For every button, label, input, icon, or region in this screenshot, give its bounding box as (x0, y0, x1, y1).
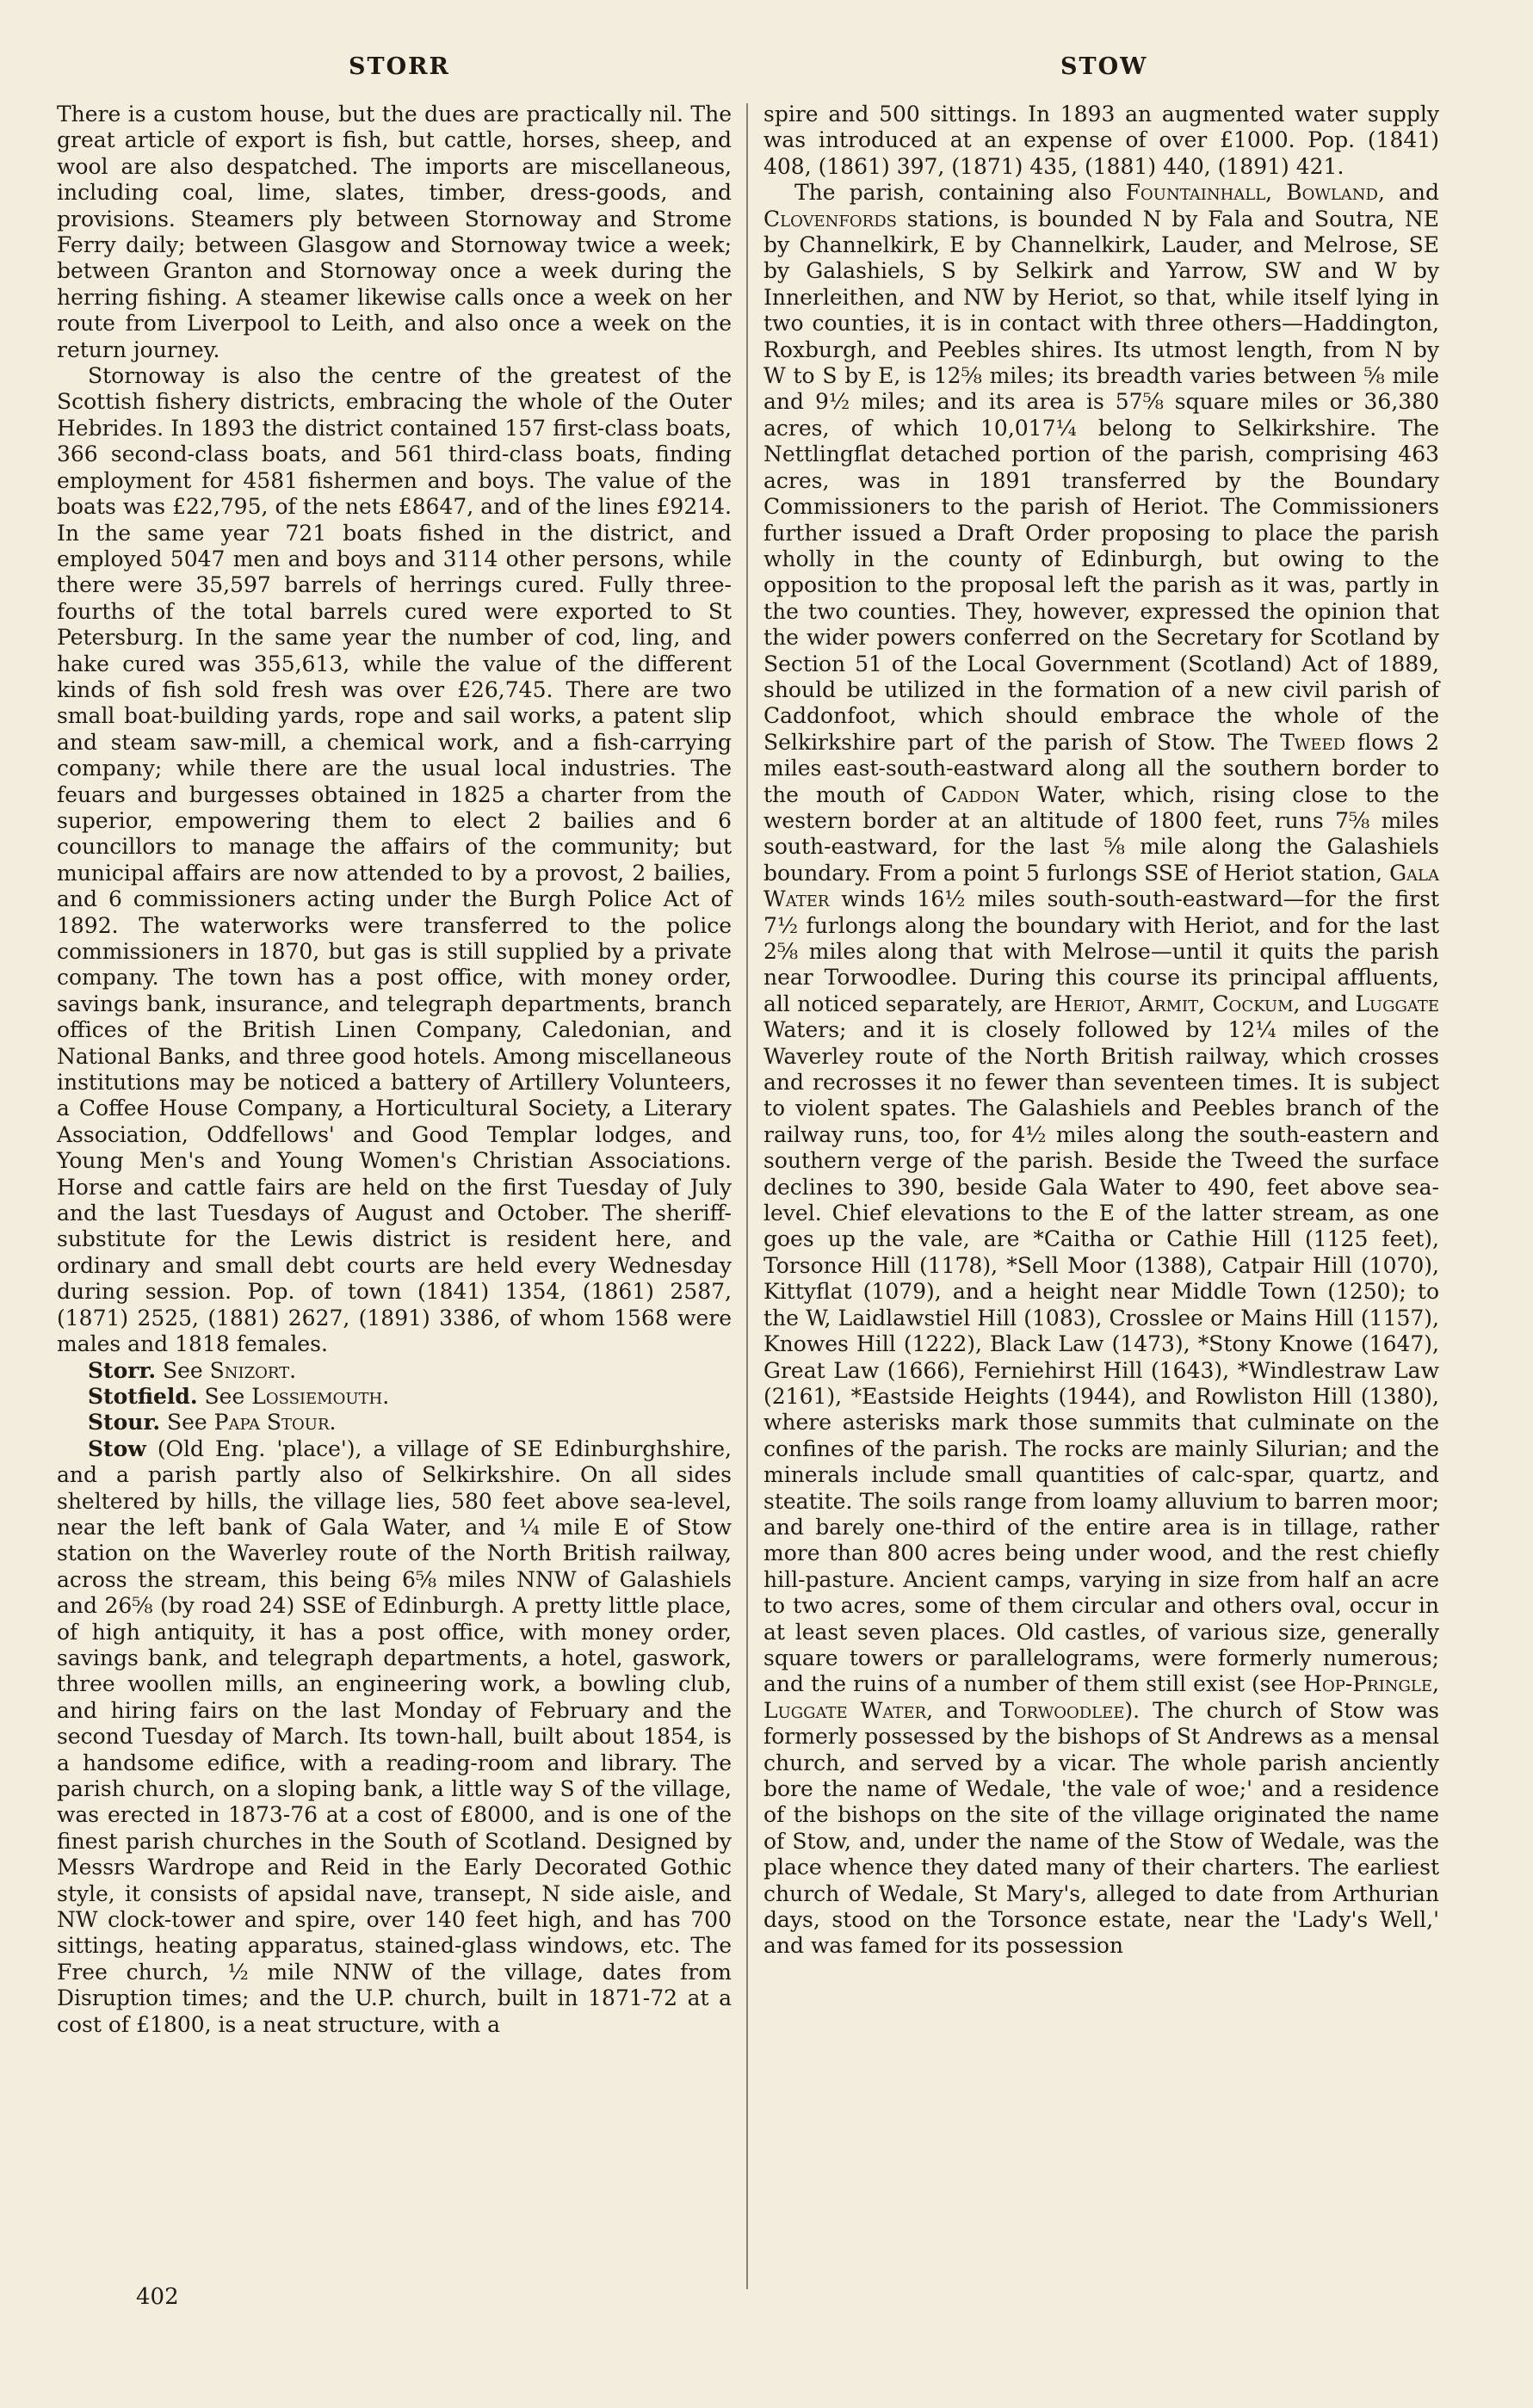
see-label: See (204, 1383, 245, 1409)
entry-head-storr: Storr. (88, 1357, 157, 1383)
entry-head-stotfield: Stotfield. (88, 1383, 198, 1409)
text-run: Water, which, rising close to the western border at an altitude of 1800 feet, runs 7⅝ miles south-eastward, for the last ⅝ mile along the Galashiels boundary. From a point 5 furlongs SSE of Heriot station, (763, 781, 1439, 886)
cross-reference-snizort: Snizort. (209, 1357, 297, 1383)
text-run: Waters; and it is closely followed by 12¼ miles of the Waverley route of the North British railway, which crosses and recrosses it no fewer than seventeen times. It is subject to violent spates. The Galashiels and Peebles branch of the railway runs, too, for 4½ miles along the south-eastern and southern verge of the parish. Beside the Tweed the surface declines to 390, beside Gala Water to 490, feet above sea-level. Chief elevations to the E of the latter stream, as one goes up the vale, are *Caitha or Cathie Hill (1125 feet), Torsonce Hill (1178), *Sell Moor (1388), Catpair Hill (1070), Kittyflat (1079), and a height near Middle Town (1250); to the W, Laidlawstiel Hill (1083), Crosslee or Mains Hill (1157), Knowes Hill (1222), Black Law (1473), *Stony Knowe (1647), Great Law (1666), Ferniehirst Hill (1643), *Windlestraw Law (2161), *Eastside Heights (1944), and Rowliston Hill (1380), where asterisks mark those summits that culminate on the confines of the parish. The rocks are mainly Silurian; and the minerals include small quantities of calc-spar, quartz, and steatite. The soils range from loamy alluvium to barren moor; and barely one-third of the entire area is in tillage, rather more than 800 acres being under wood, and the rest chiefly hill-pasture. Ancient camps, varying in size from half an acre to two acres, some of them circular and others oval, occur in at least seven places. Old castles, of various size, generally square towers or parallelograms, were formerly numerous; and the ruins of a number of them still exist (see (763, 1017, 1439, 1697)
paragraph-stornoway-fishery: Stornoway is also the centre of the greatest of the Scottish fishery districts, embracing the whole of the Outer Hebrides. In 1893 the district contained 157 first-class boats, 366 second-class boats, and 561 third-class boats, finding employment for 4581 fishermen and boys. The value of the boats was £22,795, of the nets £8647, and of the lines £9214. In the same year 721 boats fished in the district, and employed 5047 men and boys and 3114 other persons, while there were 35,597 barrels of herrings cured. Fully three-fourths of the total barrels cured were exported to St Petersburg. In the same year the number of cod, ling, and hake cured was 355,613, while the value of the different kinds of fish sold fresh was over £26,745. There are two small boat-building yards, rope and sail works, a patent slip and steam saw-mill, a chemical work, and a fish-carrying company; while there are the usual local industries. The feuars and burgesses obtained in 1825 a charter from the superior, empowering them to elect 2 bailies and 6 councillors to manage the affairs of the community; but municipal affairs are now attended to by a provost, 2 bailies, and 6 commissioners acting under the Burgh Police Act of 1892. The waterworks were transferred to the police commissioners in 1870, but gas is still supplied by a private company. The town has a post office, with money order, savings bank, insurance, and telegraph departments, branch offices of the British Linen Company, Caledonian, and National Banks, and three good hotels. Among miscellaneous institutions may be noticed a battery of Artillery Volunteers, a Coffee House Company, a Horticultural Society, a Literary Association, Oddfellows' and Good Templar lodges, and Young Men's and Young Women's Christian Associations. Horse and cattle fairs are held on the first Tuesday of July and the last Tuesdays of August and October. The sheriff-substitute for the Lewis district is resident here, and ordinary and small debt courts are held every Wednesday during session. Pop. of town (1841) 1354, (1861) 2587, (1871) 2525, (1881) 2627, (1891) 3386, of whom 1568 were males and 1818 females. (57, 363, 732, 1357)
entry-stow (57, 1436, 732, 2038)
place-name: Clovenfords (763, 206, 897, 232)
text-run: and (1307, 991, 1348, 1016)
entry-stour (57, 1410, 732, 1436)
place-name: Hop-Pringle, Luggate Water, (763, 1671, 1439, 1723)
right-column (763, 102, 1439, 1960)
running-header-left: STORR (349, 53, 450, 80)
text-run: stations, is bounded N by Fala and Soutra, NE by Channelkirk, E by Channelkirk, Lauder, and Melrose, SE by Galashiels, S by Selkirk and Yarrow, SW and W by Innerleithen, and NW by Heriot, so that, while itself lying in two counties, it is in contact with three others—Haddington, Roxburgh, and Peebles shires. Its utmost length, from N by W to S by E, is 12⅝ miles; its breadth varies between ⅝ mile and 9½ miles; and its area is 57⅝ square miles or 36,380 acres, of which 10,017¼ belong to Selkirkshire. The Nettlingflat detached portion of the parish, comprising 463 acres, was in 1891 transferred by the Boundary Commissioners to the parish of Heriot. The Commissioners further issued a Draft Order proposing to place the parish wholly in the county of Edinburgh, but owing to the opposition to the proposal left the parish as it was, partly in the two counties. They, however, expressed the opinion that the wider powers conferred on the Secretary for Scotland by Section 51 of the Local Government (Scotland) Act of 1889, should be utilized in the formation of a new civil parish of Caddonfoot, which should embrace the whole of the Selkirkshire part of the parish of Stow. The (763, 206, 1439, 755)
entry-head-stour: Stour. (88, 1410, 161, 1436)
text-run: The parish, containing also (794, 180, 1112, 206)
text-run: and (1398, 180, 1439, 206)
see-label: See (162, 1357, 203, 1383)
text-run: flows 2 miles east-south-eastward along all the southern border to the mouth of (763, 729, 1439, 807)
paragraph-stow-parish (763, 180, 1439, 1960)
cross-reference-lossiemouth: Lossiemouth. (251, 1383, 390, 1409)
paragraph-stow-continued: spire and 500 sittings. In 1893 an augmented water supply was introduced at an expense of over £1000. Pop. (1841) 408, (1861) 397, (1871) 435, (1881) 440, (1891) 421. (763, 102, 1439, 179)
text-run: winds 16½ miles south-south-eastward—for the first 7½ furlongs along the boundary with Heriot, and for the last 2⅝ miles along that with Melrose—until it quits the parish near Torwoodlee. During this course its principal affluents, all noticed separately, are (763, 886, 1439, 1016)
running-header-right: STOW (1060, 53, 1148, 80)
text-run: ). The church of Stow was formerly possessed by the bishops of St Andrews as a mensal church, and served by a vicar. The whole parish anciently bore the name of Wedale, 'the vale of woe;' and a residence of the bishops on the site of the village originated the name of Stow, and, under the name of the Stow of Wedale, was the place whence they dated many of their charters. The earliest church of Wedale, St Mary's, alleged to date from Arthurian days, stood on the Torsonce estate, near the 'Lady's Well,' and was famed for its possession (763, 1697, 1440, 1959)
entry-text-stow: (Old Eng. 'place'), a village of SE Edinburghshire, and a parish partly also of Selkirkshire. On all sides sheltered by hills, the village lies, 580 feet above sea-level, near the left bank of Gala Water, and ¼ mile E of Stow station on the Waverley route of the North British railway, across the stream, this being 6⅝ miles NNW of Galashiels and 26⅝ (by road 24) SSE of Edinburgh. A pretty little place, of high antiquity, it has a post office, with money order, savings bank, and telegraph departments, a hotel, gaswork, three woollen mills, an engineering work, a bowling club, and hiring fairs on the last Monday of February and the second Tuesday of March. Its town-hall, built about 1854, is a handsome edifice, with a reading-room and library. The parish church, on a sloping bank, a little way S of the village, was erected in 1873-76 at a cost of £8000, and is one of the finest parish churches in the South of Scotland. Designed by Messrs Wardrope and Reid in the Early Decorated Gothic style, it consists of apsidal nave, transept, N side aisle, and NW clock-tower and spire, over 140 feet high, and has 700 sittings, heating apparatus, stained-glass windows, etc. The Free church, ½ mile NNW of the village, dates from Disruption times; and the U.P. church, built in 1871-72 at a cost of £1800, is a neat structure, with a (57, 1436, 732, 2037)
place-name: Gala Water (763, 860, 1439, 912)
place-name: Tweed (1280, 729, 1346, 755)
left-column (57, 102, 732, 2038)
paragraph-stornoway-customs: There is a custom house, but the dues are practically nil. The great article of export is fish, but cattle, horses, sheep, and wool are also despatched. The imports are miscellaneous, including coal, lime, slates, timber, dress-goods, and provisions. Steamers ply between Stornoway and Strome Ferry daily; between Glasgow and Stornoway twice a week; between Granton and Stornoway once a week during the herring fishing. A steamer likewise calls once a week on her route from Liverpool to Leith, and also once a week on the return journey. (57, 102, 732, 362)
page-number: 402 (136, 2284, 179, 2310)
place-name: Fountainhall, Bowland, (1125, 180, 1385, 206)
place-name: Luggate (1355, 991, 1440, 1016)
place-name: Heriot, Armit, Cockum, (1054, 991, 1301, 1016)
place-name: Caddon (941, 781, 1020, 807)
column-divider (746, 103, 748, 2289)
entry-stotfield (57, 1384, 732, 1410)
see-label: See (167, 1410, 207, 1436)
place-name: Torwoodlee (999, 1697, 1125, 1723)
entry-head-stow: Stow (88, 1436, 146, 1461)
entry-storr (57, 1358, 732, 1384)
text-run: and (946, 1697, 987, 1723)
cross-reference-papa-stour: Papa Stour. (213, 1410, 337, 1436)
